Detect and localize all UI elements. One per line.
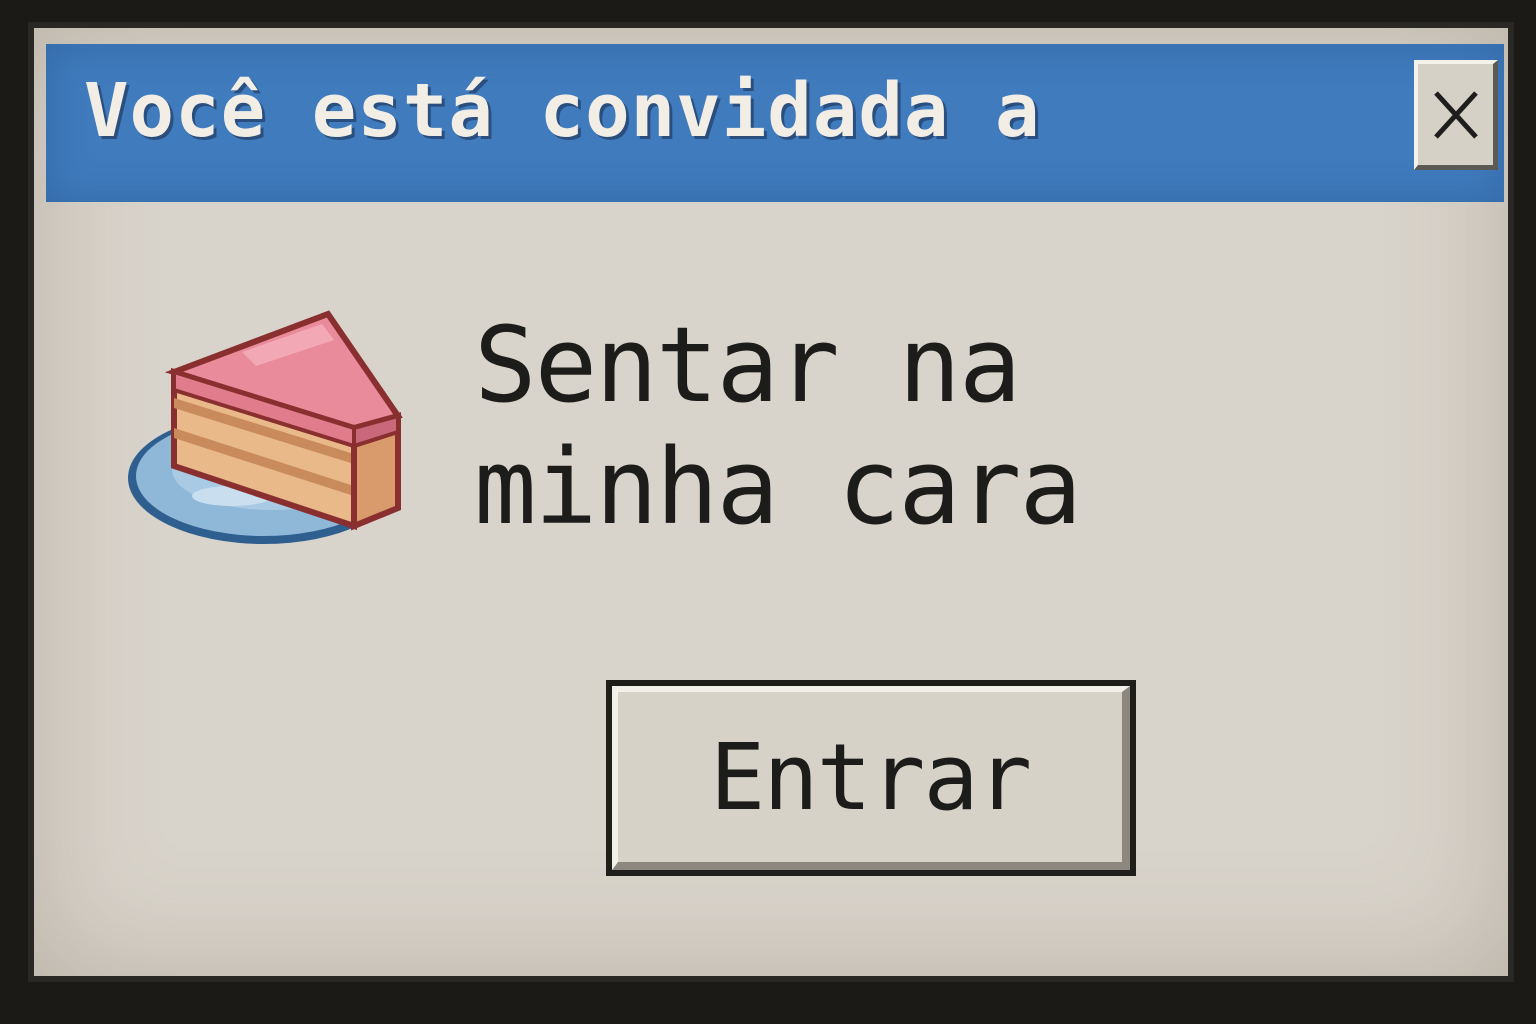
enter-button-label: Entrar [709, 723, 1031, 831]
enter-button[interactable] [606, 680, 1136, 876]
message-line-2: minha cara [474, 426, 1081, 548]
close-icon [1430, 85, 1482, 145]
dialog-title: Você está convidada a [84, 68, 1041, 154]
invitation-message [474, 304, 1080, 548]
enter-button-face[interactable] [612, 686, 1130, 870]
message-line-1: Sentar na [474, 304, 1020, 426]
close-button[interactable] [1414, 60, 1498, 170]
invitation-dialog [28, 22, 1514, 982]
cake-slice-icon [122, 300, 412, 562]
title-bar [46, 44, 1504, 202]
